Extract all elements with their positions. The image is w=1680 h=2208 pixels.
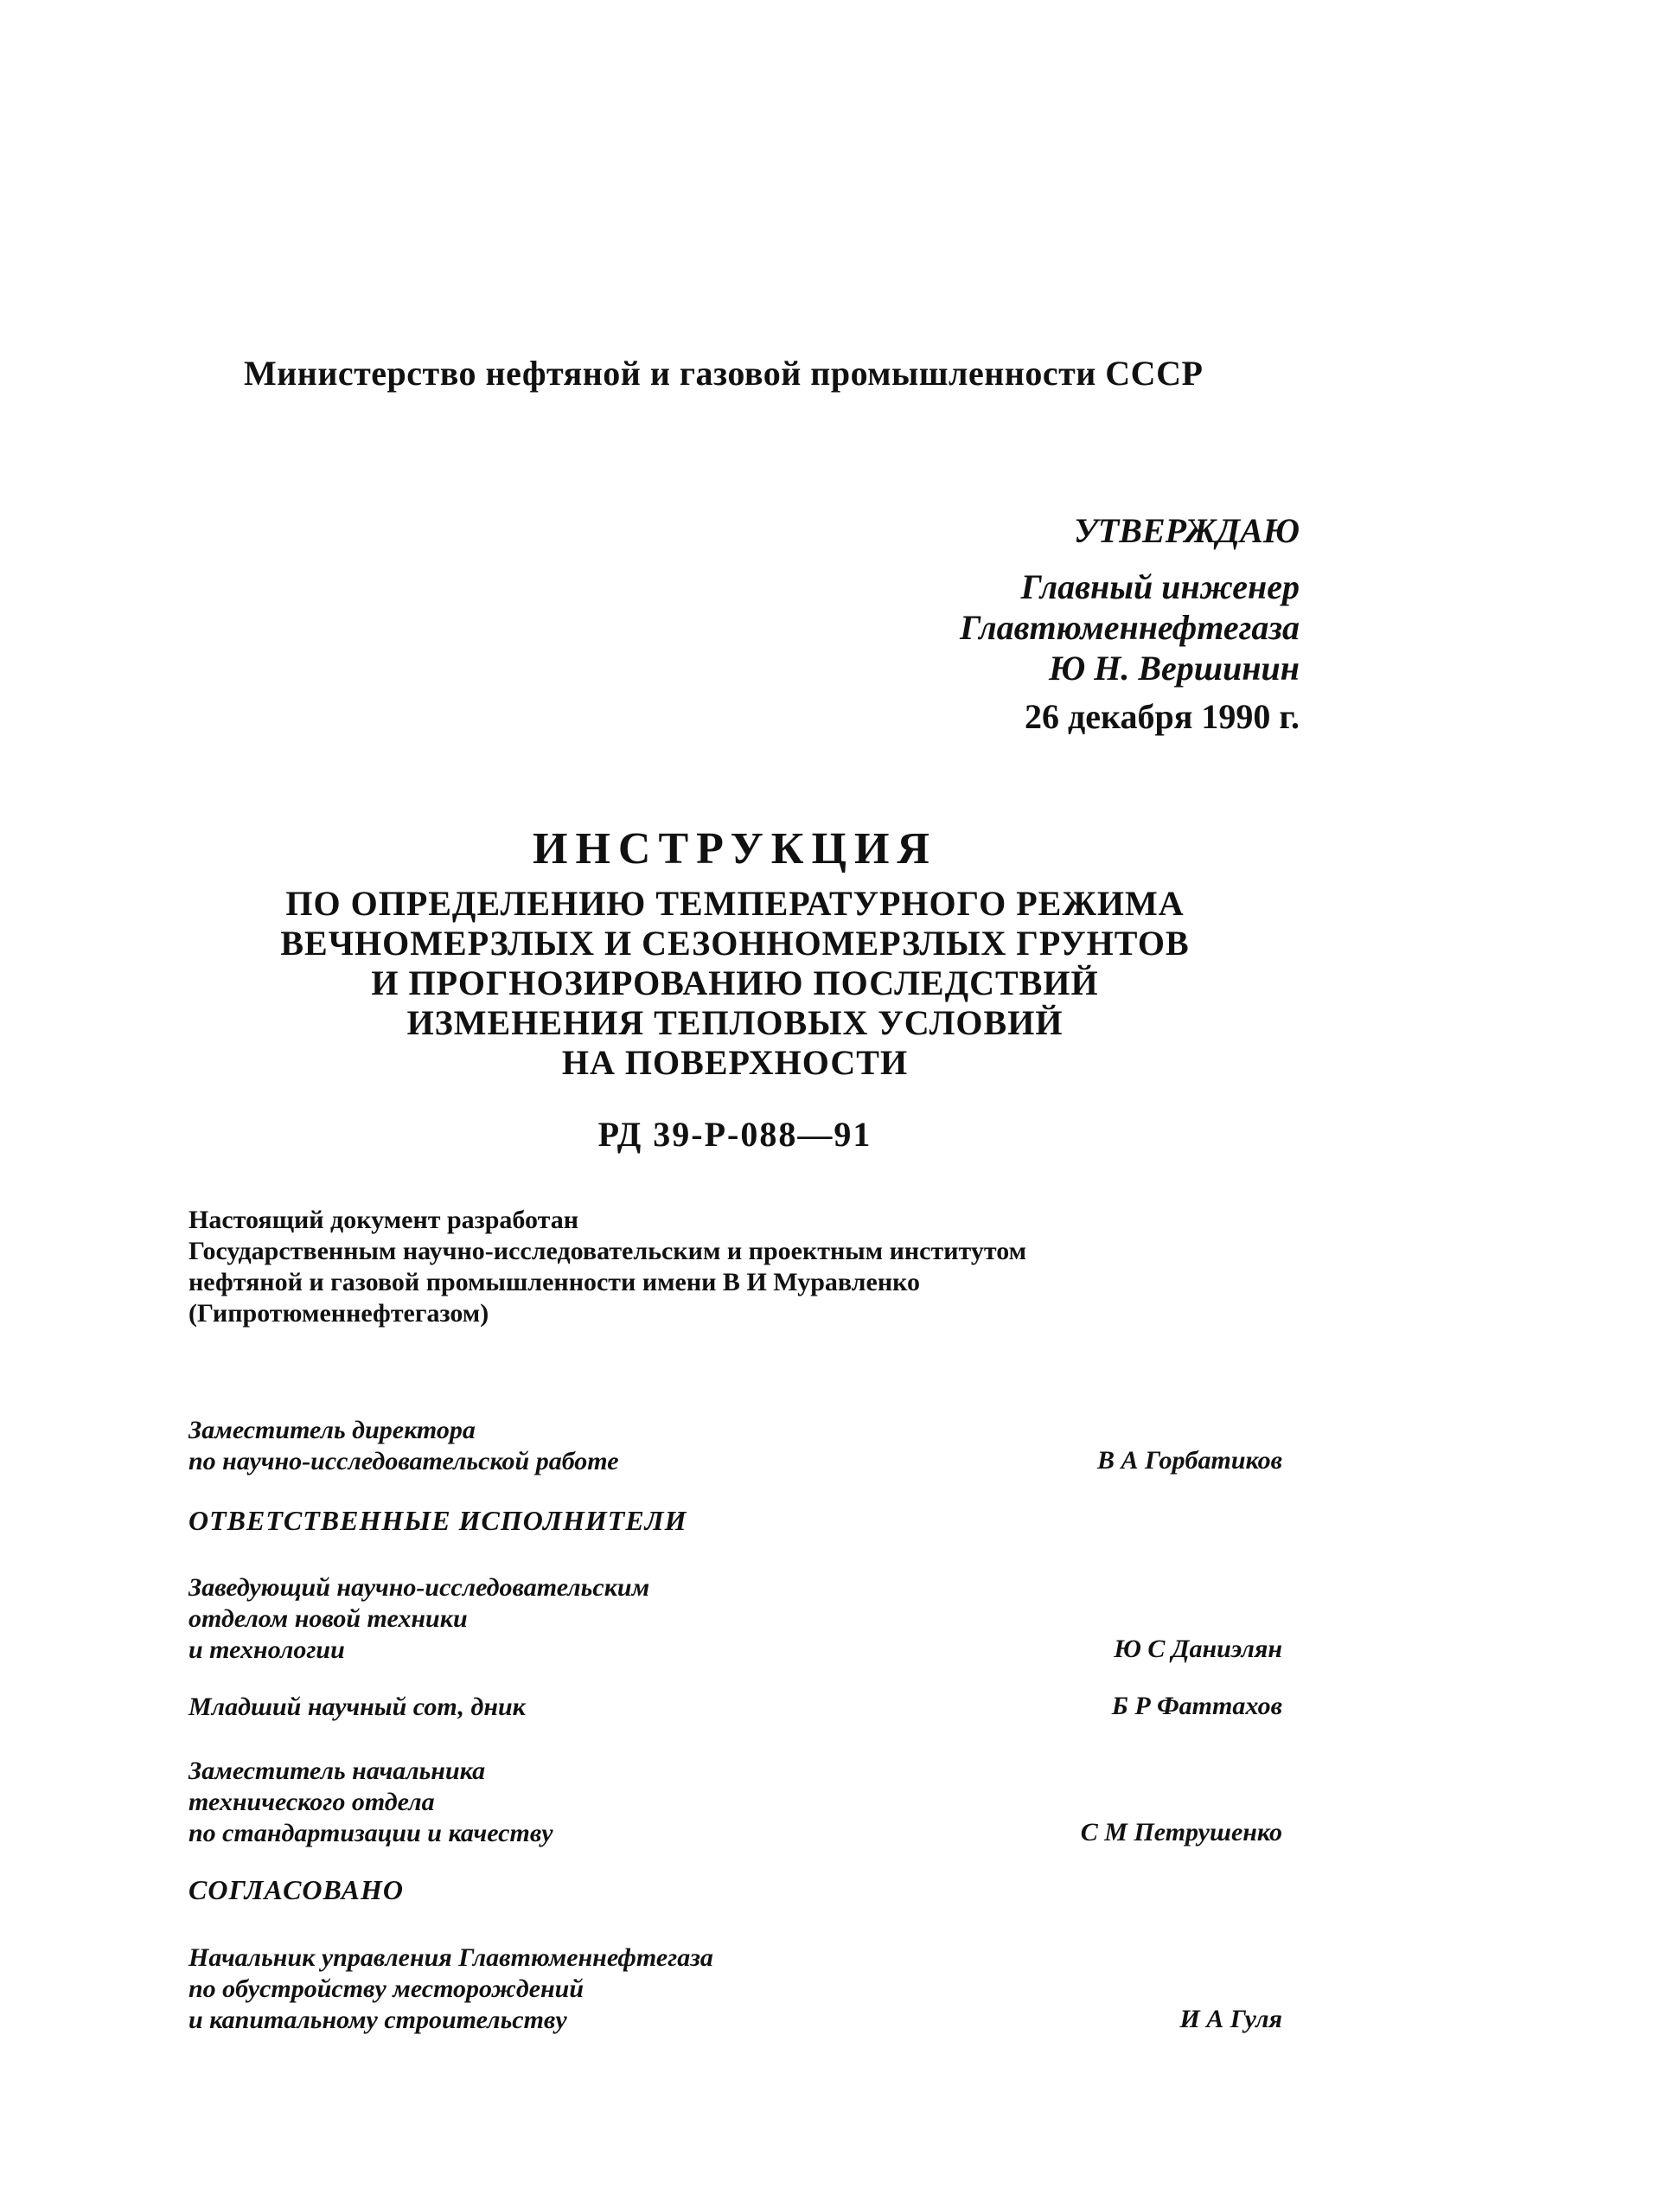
approval-person: Ю Н. Вершинин	[1048, 649, 1300, 688]
junior-researcher-role	[188, 1692, 526, 1723]
role-line: и технологии	[188, 1635, 345, 1664]
junior-researcher-name: Б Р Фаттахов	[1111, 1692, 1282, 1720]
approval-stamp: УТВЕРЖДАЮ	[1074, 511, 1300, 550]
responsible-heading: ОТВЕТСТВЕННЫЕ ИСПОЛНИТЕЛИ	[188, 1505, 687, 1536]
deputy-director-name: В А Горбатиков	[1096, 1446, 1282, 1475]
role-line: Заведующий научно-исследовательским	[188, 1573, 650, 1602]
head-administration-name: И А Гуля	[1179, 2005, 1282, 2033]
deputy-head-name: С М Петрушенко	[1080, 1818, 1282, 1846]
role-line: по обустройству месторождений	[188, 1974, 584, 2003]
title-line: ПО ОПРЕДЕЛЕНИЮ ТЕМПЕРАТУРНОГО РЕЖИМА	[285, 884, 1185, 923]
approval-organization: Главтюменнефтегаза	[960, 608, 1300, 647]
document-code: РД 39-Р-088—91	[597, 1115, 872, 1154]
title-line: ИЗМЕНЕНИЯ ТЕПЛОВЫХ УСЛОВИЙ	[406, 1003, 1064, 1042]
developer-line: (Гипротюменнефтегазом)	[188, 1299, 489, 1328]
head-administration-role	[188, 1942, 713, 2036]
role-line: Заместитель директора	[188, 1416, 476, 1444]
role-line: и капитальному строительству	[188, 2006, 567, 2034]
ministry-header: Министерство нефтяной и газовой промышленности СССР	[244, 354, 1204, 393]
deputy-head-role	[188, 1756, 553, 1849]
head-department-role	[188, 1572, 649, 1666]
role-line: Начальник управления Главтюменнефтегаза	[188, 1943, 713, 1972]
approval-position: Главный инженер	[1020, 567, 1300, 606]
title-line: ВЕЧНОМЕРЗЛЫХ И СЕЗОННОМЕРЗЛЫХ ГРУНТОВ	[280, 924, 1190, 963]
document-title: ИНСТРУКЦИЯ	[533, 824, 937, 874]
developer-line: нефтяной и газовой промышленности имени В И Муравленко	[188, 1268, 921, 1296]
role-line: отделом новой техники	[188, 1604, 468, 1633]
developer-line: Государственным научно-исследовательским и проектным институтом	[188, 1237, 1027, 1265]
title-line: И ПРОГНОЗИРОВАНИЮ ПОСЛЕДСТВИЙ	[371, 963, 1099, 1002]
developer-block	[188, 1205, 1026, 1329]
role-line: технического отдела	[188, 1788, 435, 1816]
developer-line: Настоящий документ разработан	[188, 1206, 578, 1234]
approval-date: 26 декабря 1990 г.	[1025, 697, 1300, 736]
head-department-name: Ю С Даниэлян	[1114, 1635, 1282, 1663]
title-line: НА ПОВЕРХНОСТИ	[561, 1043, 909, 1082]
agreed-heading: СОГЛАСОВАНО	[188, 1874, 404, 1905]
role-line: по научно-исследовательской работе	[188, 1447, 619, 1475]
deputy-director-role	[188, 1415, 619, 1477]
role-line: по стандартизации и качеству	[188, 1819, 553, 1847]
role-line: Младший научный сот, дник	[188, 1693, 526, 1721]
role-line: Заместитель начальника	[188, 1757, 486, 1785]
